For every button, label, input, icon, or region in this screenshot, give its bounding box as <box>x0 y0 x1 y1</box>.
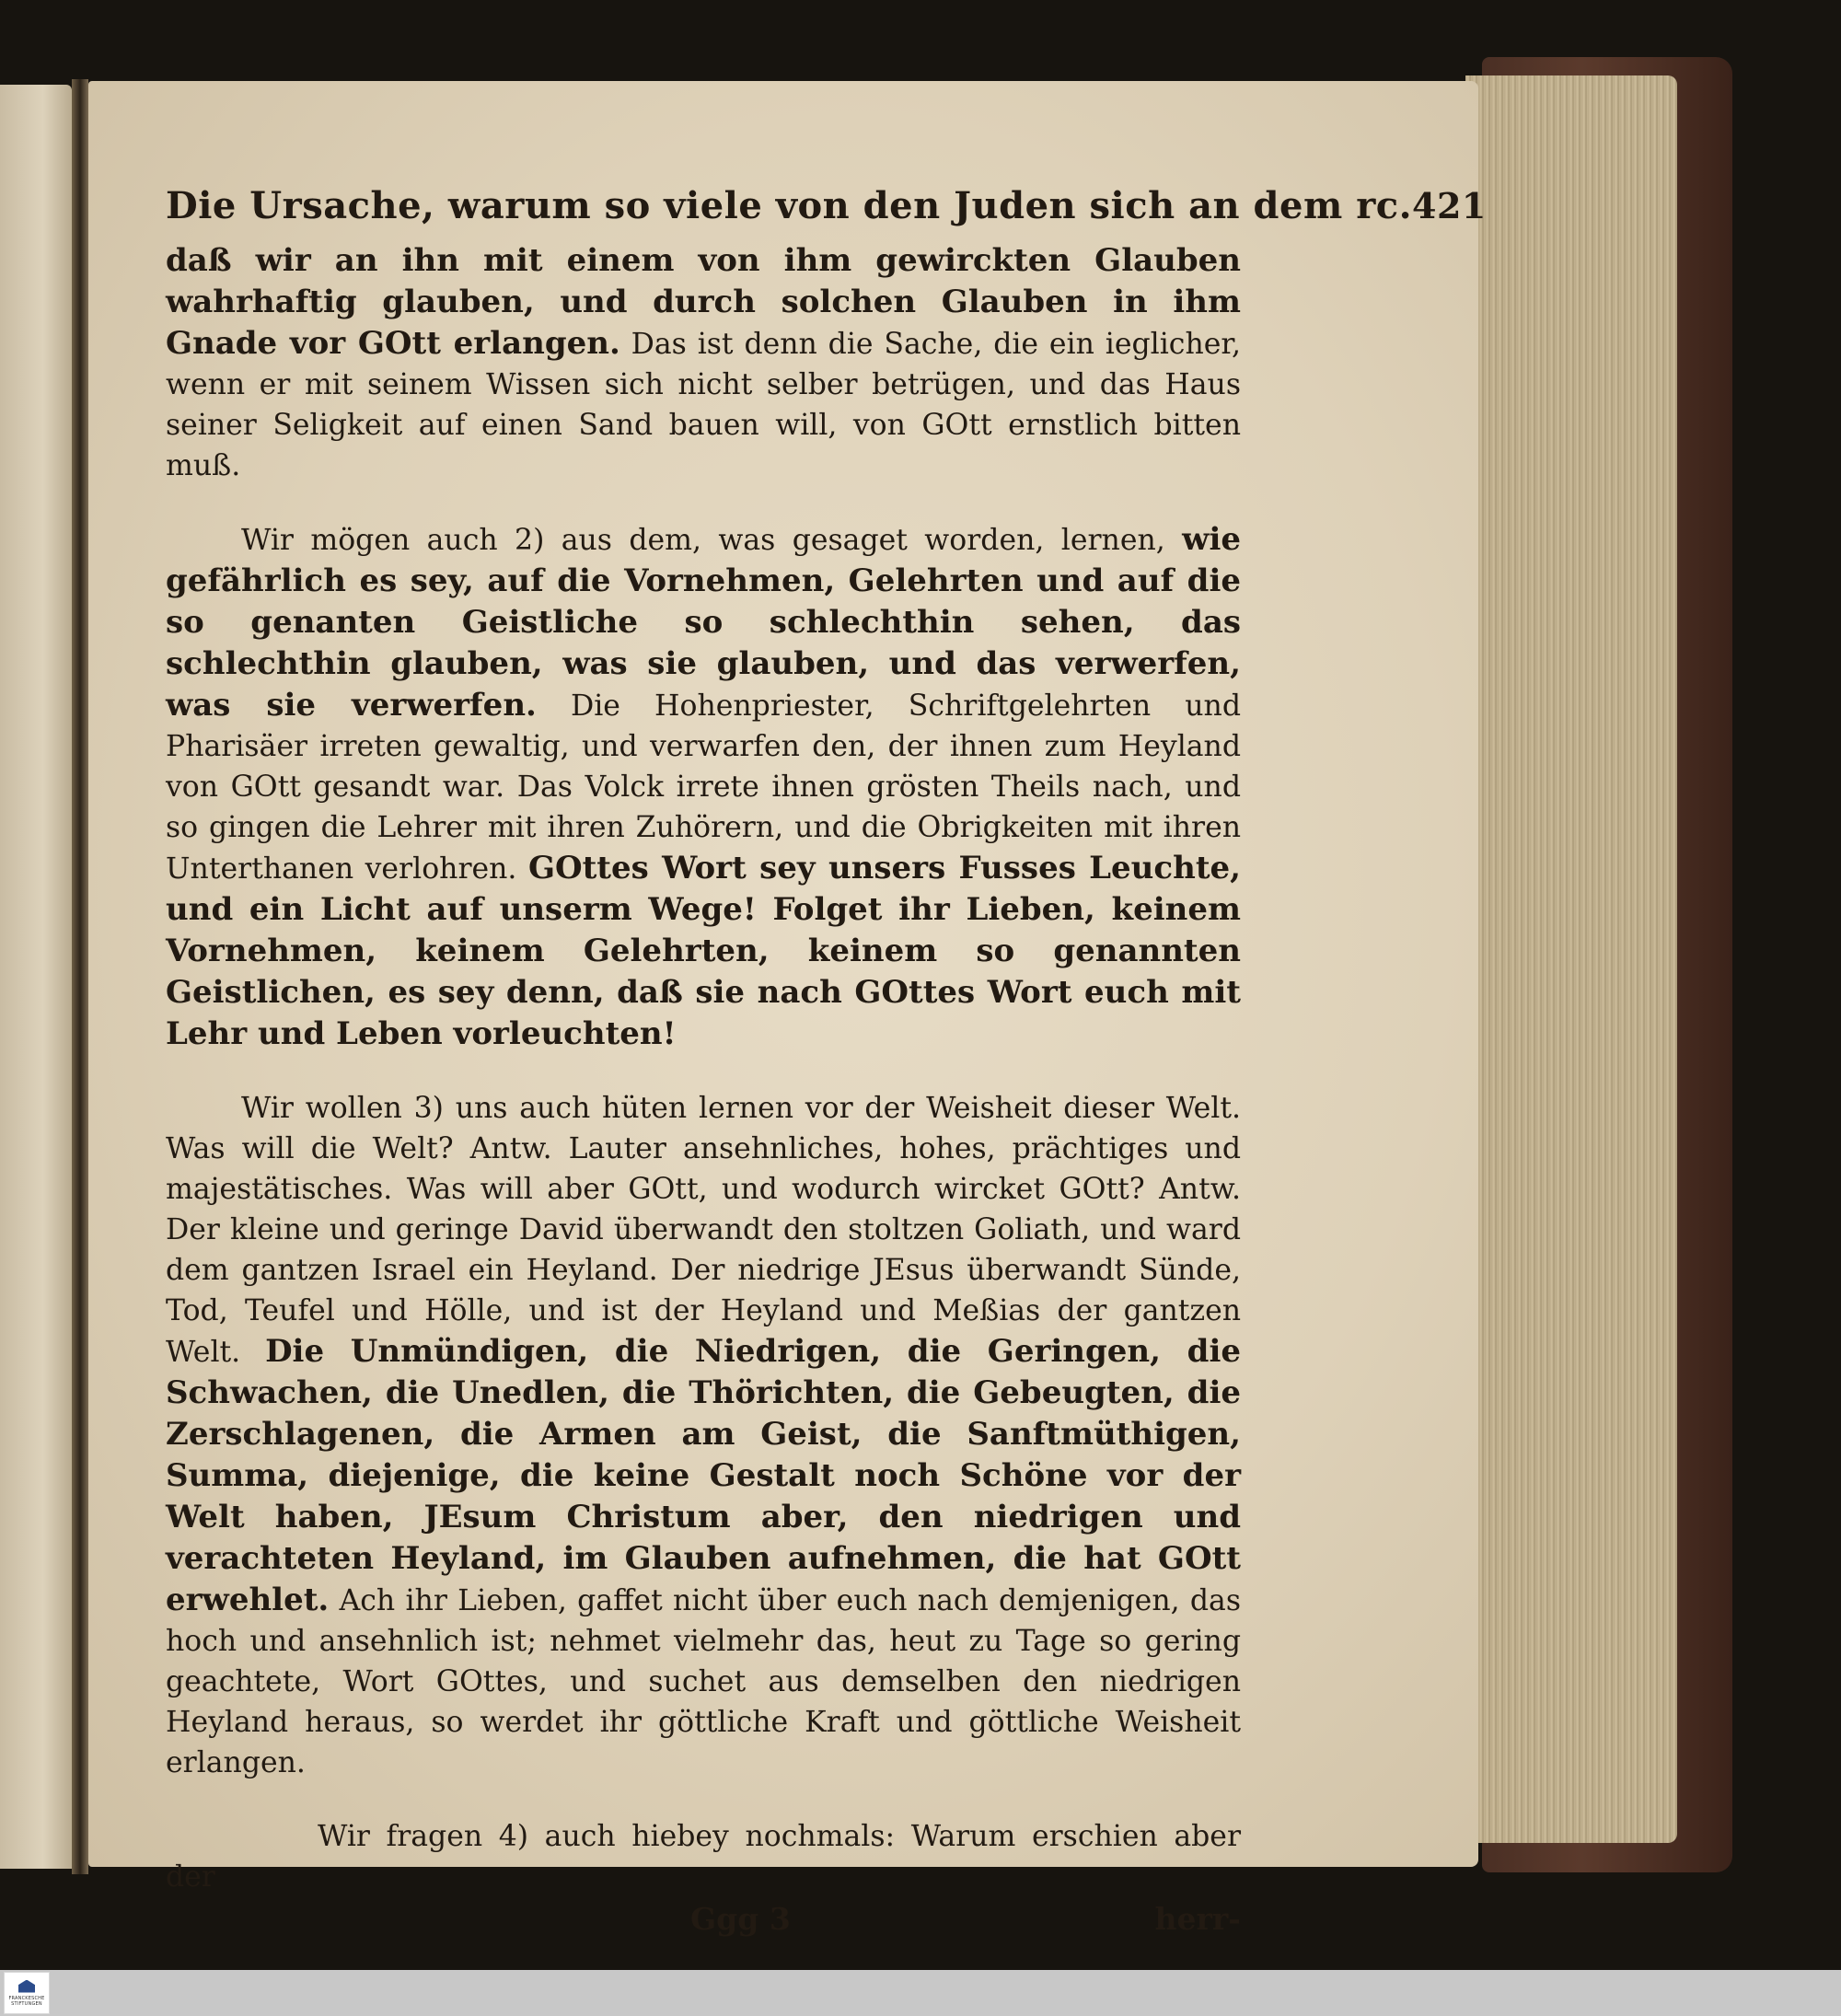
left-page <box>0 85 72 1869</box>
paragraph-1-text: Das ist denn die Sache, die ein ieglicher, wenn er mit seinem Wissen sich nicht selber betrügen, und das Haus seiner Seligkeit auf einen Sand bauen will, von GOtt ernstlich bitten muß. <box>166 328 1241 482</box>
page-footer <box>166 1901 1241 1947</box>
logo-line-1: FRANCKESCHE <box>8 1995 45 2001</box>
viewer-bottom-bar <box>0 1970 1841 2016</box>
catchword: herr- <box>1154 1901 1241 1937</box>
institution-logo <box>4 1972 50 2014</box>
paragraph-4 <box>166 1816 1241 1897</box>
book-gutter <box>72 79 88 1874</box>
paragraph-4-text: Wir fragen 4) auch hiebey nochmals: Warum erschien aber der <box>166 1820 1241 1894</box>
paragraph-2-bold-2: GOttes Wort sey unsers Fusses Leuchte, und ein Licht auf unserm Wege! Folget ihr Lieben, keinem Vornehmen, keinem Gelehrten, keinem so genannten Geistlichen, es sey denn, daß sie nach GOttes Wort euch mit Lehr und Leben vorleuchten! <box>166 850 1241 1052</box>
running-header <box>166 184 1487 227</box>
paragraph-1 <box>166 240 1241 486</box>
paragraph-3-bold: Die Unmündigen, die Niedrigen, die Geringen, die Schwachen, die Unedlen, die Thörichten, die Gebeugten, die Zerschlagenen, die Armen am Geist, die Sanftmüthigen, Summa, diejenige, die keine Gestalt noch Schöne vor der Welt haben, JEsum Christum aber, den niedrigen und verachteten Heyland, im Glauben aufnehmen, die hat GOtt erwehlet. <box>166 1333 1241 1618</box>
running-title: Die Ursache, warum so viele von den Juden sich an dem rc. <box>166 184 1413 227</box>
paragraph-2-bold: wie gefährlich es sey, auf die Vornehmen, Gelehrten und auf die so genanten Geistliche so schlechthin sehen, das schlechthin glauben, was sie glauben, und das verwerfen, was sie verwerfen. <box>166 521 1241 724</box>
signature-mark: Ggg 3 <box>690 1901 791 1937</box>
paragraph-3 <box>166 1088 1241 1783</box>
page-edges <box>1465 75 1677 1843</box>
paragraph-3-text-2: Ach ihr Lieben, gaffet nicht über euch nach demjenigen, das hoch und ansehnlich ist; nehmet vielmehr das, heut zu Tage so gering geachtete, Wort GOttes, und suchet aus demselben den niedrigen Heyland heraus, so werdet ihr göttliche Kraft und göttliche Weisheit erlangen. <box>166 1584 1241 1779</box>
page-text <box>166 184 1487 1947</box>
page-number: 421 <box>1412 185 1487 226</box>
paragraph-3-text: Wir wollen 3) uns auch hüten lernen vor der Weisheit dieser Welt. Was will die Welt? Antw. Lauter ansehnliches, hohes, prächtiges und majestätisches. Was will aber GOtt, und wodurch wircket GOtt? Antw. Der kleine und geringe David überwandt den stoltzen Goliath, und ward dem gantzen Israel ein Heyland. Der niedrige JEsus überwandt Sünde, Tod, Teufel und Hölle, und ist der Heyland und Meßias der gantzen Welt. <box>166 1092 1241 1369</box>
paragraph-2-text: Wir mögen auch 2) aus dem, was gesaget worden, lernen, <box>241 524 1183 557</box>
paragraph-2-text-2: Die Hohenpriester, Schriftgelehrten und Pharisäer irreten gewaltig, und verwarfen den, der ihnen zum Heyland von GOtt gesandt war. Das Volck irrete ihnen grösten Theils nach, und so gingen die Lehrer mit ihren Zuhörern, und die Obrigkeiten mit ihren Unterthanen verlohren. <box>166 689 1241 886</box>
paragraph-2 <box>166 519 1241 1055</box>
house-icon <box>18 1980 35 1993</box>
logo-line-2: STIFTUNGEN <box>11 2000 42 2007</box>
paragraph-1-bold: daß wir an ihn mit einem von ihm gewirckten Glauben wahrhaftig glauben, und durch solchen Glauben in ihm Gnade vor GOtt erlangen. <box>166 242 1241 362</box>
